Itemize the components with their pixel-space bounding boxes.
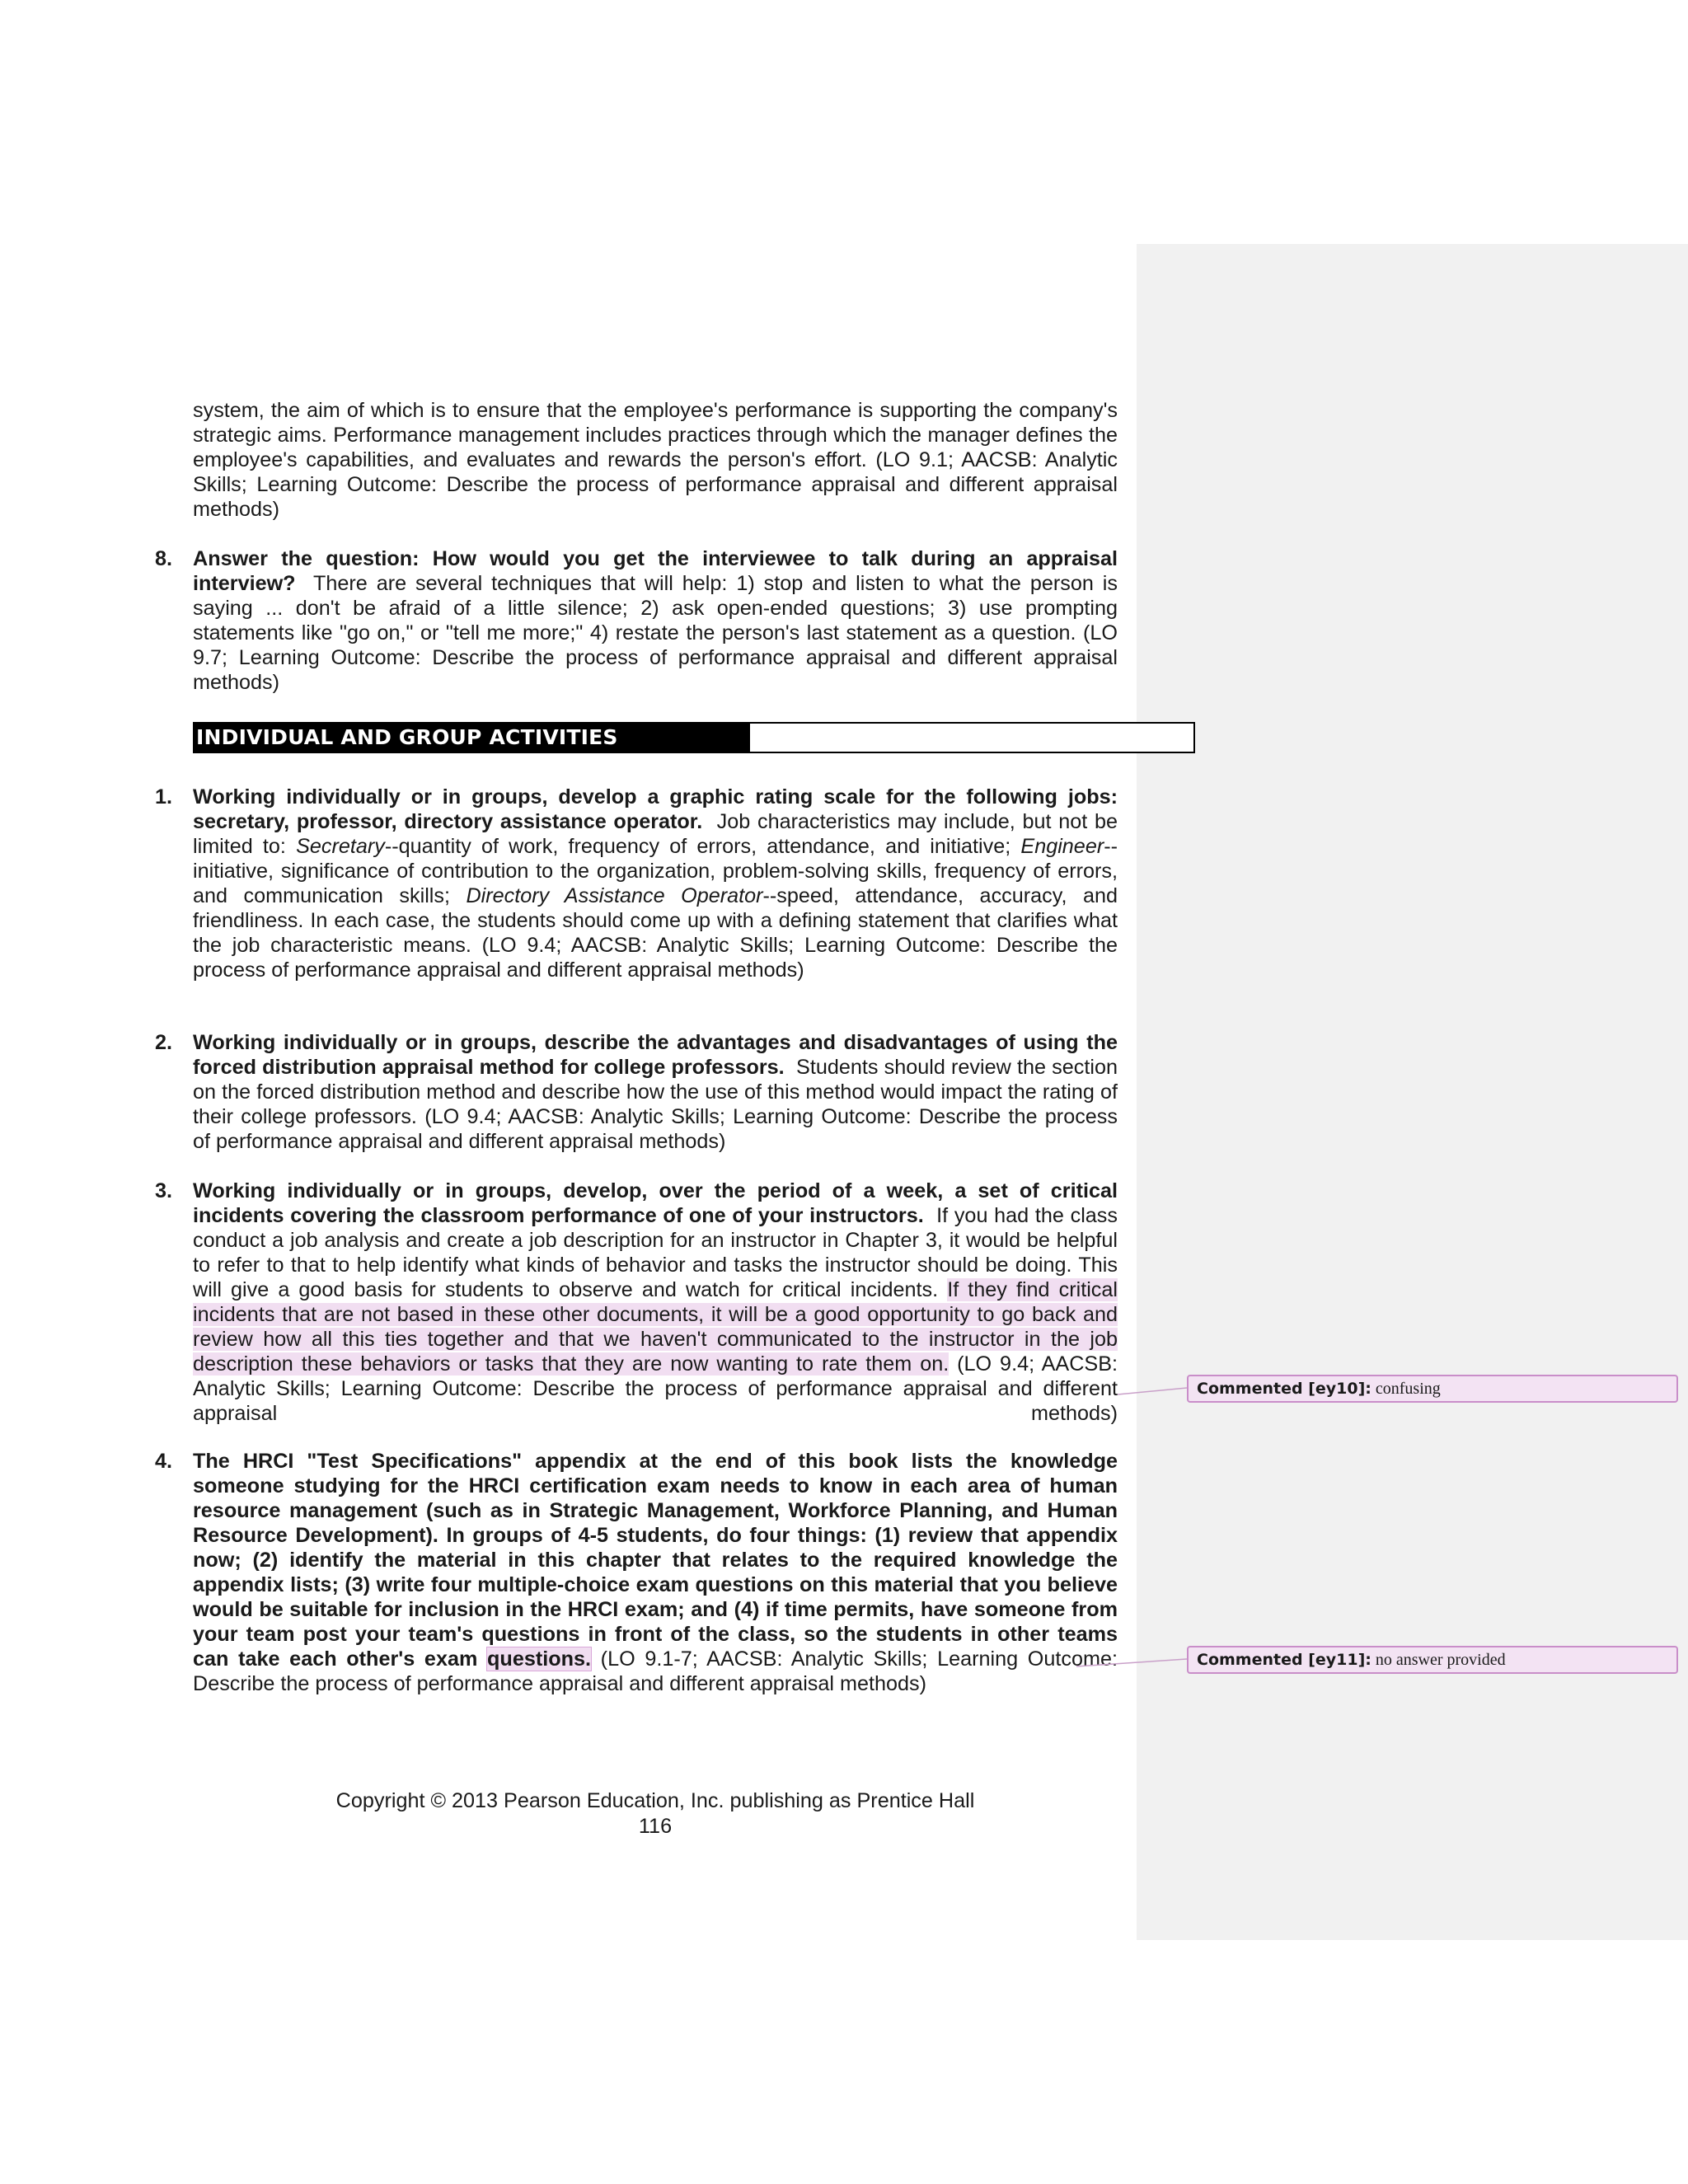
comment-author: Commented [ey10]: [1197,1380,1372,1398]
activity-3-prompt: Working individually or in groups, develop, over the period of a week, a set of critical incidents covering the classroom performance of one of your instructors. [193,1179,1118,1227]
activity-1-prompt: Working individually or in groups, develop a graphic rating scale for the following jobs: secretary, professor, directory assistance operator. [193,785,1118,833]
activity-2-number: 2. [155,1031,173,1054]
page-number: 116 [638,1815,673,1838]
highlighted-comment-range-ey11[interactable]: questions. [487,1647,591,1671]
comment-text: confusing [1371,1380,1441,1398]
activity-4-answer: (LO 9.1-7; AACSB: Analytic Skills; Learning Outcome: Describe the process of performance appraisal and different appraisal methods) [193,1647,1118,1695]
activity-4-number: 4. [155,1450,173,1473]
question-8-answer: There are several techniques that will help: 1) stop and listen to what the person is saying ... don't be afraid of a little silence; 2) ask open-ended questions; 3) use prompting statements like "go on," or "tell me more;" 4) restate the person's last statement as a question. (LO 9.7; Learning Outcome: Describe the process of performance appraisal and different appraisal methods) [193,572,1118,694]
activity-1: 1. Working individually or in groups, develop a graphic rating scale for the following jobs: secretary, professor, directory assistance operator. Job characteristics may include, but not be limited to: Secretary--quantity of work, frequency of errors, attendance, and initiative; Engineer--initiative, significance of contribution to the organization, problem-solving skills, frequency of errors, and communication skills; Directory Assistance Operator--speed, attendance, accuracy, and friendliness. In each case, the students should come up with a defining statement that clarifies what the job characteristic means. (LO 9.4; AACSB: Analytic Skills; Learning Outcome: Describe the process of performance appraisal and different appraisal methods) [155,785,1118,982]
activity-3: 3. Working individually or in groups, develop, over the period of a week, a set of critical incidents covering the classroom performance of one of your instructors. If you had the class conduct a job analysis and create a job description for an instructor in Chapter 3, it would be helpful to refer to that to help identify what kinds of behavior and tasks the instructor should be doing. This will give a good basis for students to observe and watch for critical incidents. If they find critical incidents that are not based in these other documents, it will be a good opportunity to go back and review how all this ties together and that we haven't communicated to the instructor in the job description these behaviors or tasks that they are now wanting to rate them on. (LO 9.4; AACSB: Analytic Skills; Learning Outcome: Describe the process of performance appraisal and different appraisal methods) [155,1179,1118,1425]
question-8-prompt: Answer the question: How would you get the interviewee to talk during an appraisal interview? [193,547,1118,595]
activity-1-number: 1. [155,785,173,808]
section-title: INDIVIDUAL AND GROUP ACTIVITIES [196,725,618,749]
continuation-text: system, the aim of which is to ensure that the employee's performance is supporting the company's strategic aims. Performance management includes practices through which the manager defines the employee's capabilities, and evaluates and rewards the person's effort. (LO 9.1; AACSB: Analytic Skills; Learning Outcome: Describe the process of performance appraisal and different appraisal methods) [193,399,1118,521]
activity-4-prompt: The HRCI "Test Specifications" appendix at the end of this book lists the knowledge someone studying for the HRCI certification exam needs to know in each area of human resource management (such as in Strategic Management, Workforce Planning, and Human Resource Development). In groups of 4-5 students, do four things: (1) review that appendix now; (2) identify the material in this chapter that relates to the required knowledge the appendix lists; (3) write four multiple-choice exam questions on this material that you believe would be suitable for inclusion in the HRCI exam; and (4) if time permits, have someone from your team post your team's questions in front of the class, so the students in other teams can take each other's exam [193,1450,1118,1671]
comment-ey11[interactable] [1187,1646,1678,1674]
activity-2-answer: Students should review the section on the forced distribution method and describe how the use of this method would impact the rating of their college professors. (LO 9.4; AACSB: Analytic Skills; Learning Outcome: Describe the process of performance appraisal and different appraisal methods) [193,1056,1118,1153]
comment-text: no answer provided [1371,1651,1506,1669]
question-8-number: 8. [155,547,173,570]
comment-author: Commented [ey11]: [1197,1651,1372,1669]
activity-3-number: 3. [155,1179,173,1202]
comment-ey10[interactable] [1187,1375,1678,1403]
highlighted-comment-range-ey10[interactable]: If they find critical incidents that are not based in these other documents, it will be a good opportunity to go back and review how all this ties together and that we haven't communicated to the instructor in the job description these behaviors or tasks that they are now wanting to rate them on. [193,1278,1118,1376]
footer-copyright: Copyright © 2013 Pearson Education, Inc. publishing as Prentice Hall [335,1789,975,1812]
activity-2-prompt: Working individually or in groups, describe the advantages and disadvantages of using the forced distribution appraisal method for college professors. [193,1031,1118,1079]
